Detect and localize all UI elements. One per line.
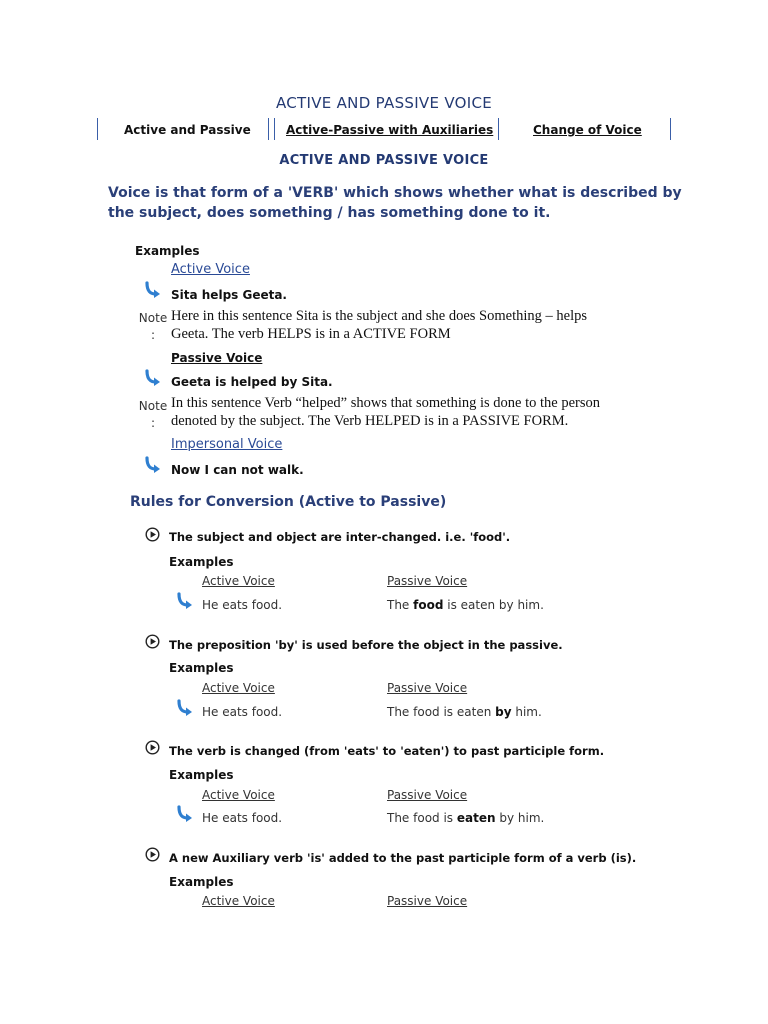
nav-divider (274, 118, 275, 140)
active-note-text: Here in this sentence Sita is the subject and she does Something – helps Geeta. The verb HELPS is in a ACTIVE FORM (171, 308, 587, 342)
play-circle-icon (145, 634, 160, 649)
passive-example-part: is eaten by him. (443, 598, 544, 612)
passive-voice-heading[interactable]: Passive Voice (171, 351, 263, 365)
passive-note-text: In this sentence Verb “helped” shows that something is done to the person denoted by the subject. The Verb HELPED is in a PASSIVE FORM. (171, 395, 601, 429)
impersonal-example-sentence: Now I can not walk. (171, 463, 304, 477)
curved-arrow-icon (176, 592, 194, 610)
note-label: Note : (138, 399, 168, 430)
passive-example-part: The food is eaten (387, 705, 496, 719)
passive-example-emphasis: by (495, 705, 512, 719)
page-title: ACTIVE AND PASSIVE VOICE (275, 94, 493, 112)
examples-label: Examples (135, 244, 200, 258)
curved-arrow-icon (176, 805, 194, 823)
play-circle-icon (145, 740, 160, 755)
passive-example (387, 598, 544, 612)
active-voice-heading[interactable]: Active Voice (171, 262, 250, 277)
curved-arrow-icon (144, 281, 162, 299)
rule-text: The preposition 'by' is used before the object in the passive. (169, 638, 563, 652)
passive-example-emphasis: food (413, 598, 444, 612)
passive-example-emphasis: eaten (456, 811, 496, 825)
nav-item-active-passive-auxiliaries[interactable]: Active-Passive with Auxiliaries (286, 123, 494, 137)
examples-label: Examples (169, 555, 234, 569)
passive-example (387, 811, 544, 825)
rules-heading: Rules for Conversion (Active to Passive) (130, 494, 447, 510)
active-example: He eats food. (202, 598, 283, 612)
section-title: ACTIVE AND PASSIVE VOICE (279, 153, 489, 168)
examples-label: Examples (169, 875, 234, 889)
passive-example-sentence: Geeta is helped by Sita. (171, 375, 333, 389)
nav-divider (268, 118, 269, 140)
active-voice-column-head: Active Voice (202, 788, 275, 802)
examples-label: Examples (169, 661, 234, 675)
curved-arrow-icon (144, 369, 162, 387)
rule-text: The verb is changed (from 'eats' to 'eaten') to past participle form. (169, 744, 605, 758)
passive-voice-column-head: Passive Voice (387, 894, 468, 908)
impersonal-voice-heading[interactable]: Impersonal Voice (171, 437, 283, 452)
rule-text: A new Auxiliary verb 'is' added to the past participle form of a verb (is). (169, 851, 637, 865)
nav-divider (97, 118, 98, 140)
passive-example-part: him. (511, 705, 542, 719)
curved-arrow-icon (144, 456, 162, 474)
passive-voice-column-head: Passive Voice (387, 681, 468, 695)
nav-item-change-of-voice[interactable]: Change of Voice (533, 123, 642, 137)
note-label: Note : (138, 311, 168, 342)
nav-item-active-and-passive[interactable]: Active and Passive (124, 123, 251, 137)
play-circle-icon (145, 847, 160, 862)
passive-voice-column-head: Passive Voice (387, 788, 468, 802)
passive-example-part: The (387, 598, 414, 612)
active-voice-column-head: Active Voice (202, 894, 275, 908)
passive-example-part: by him. (495, 811, 545, 825)
passive-example-part: The food is (387, 811, 457, 825)
passive-example (387, 705, 542, 719)
active-example-sentence: Sita helps Geeta. (171, 288, 287, 302)
nav-divider (498, 118, 499, 140)
intro-paragraph: Voice is that form of a 'VERB' which shows whether what is described by the subject, does something / has something done to it. (108, 185, 682, 221)
curved-arrow-icon (176, 699, 194, 717)
active-example: He eats food. (202, 811, 283, 825)
active-voice-column-head: Active Voice (202, 681, 275, 695)
nav-divider (670, 118, 671, 140)
passive-voice-column-head: Passive Voice (387, 574, 468, 588)
active-example: He eats food. (202, 705, 283, 719)
play-circle-icon (145, 527, 160, 542)
rule-text: The subject and object are inter-changed. i.e. 'food'. (169, 530, 511, 544)
active-voice-column-head: Active Voice (202, 574, 275, 588)
examples-label: Examples (169, 768, 234, 782)
